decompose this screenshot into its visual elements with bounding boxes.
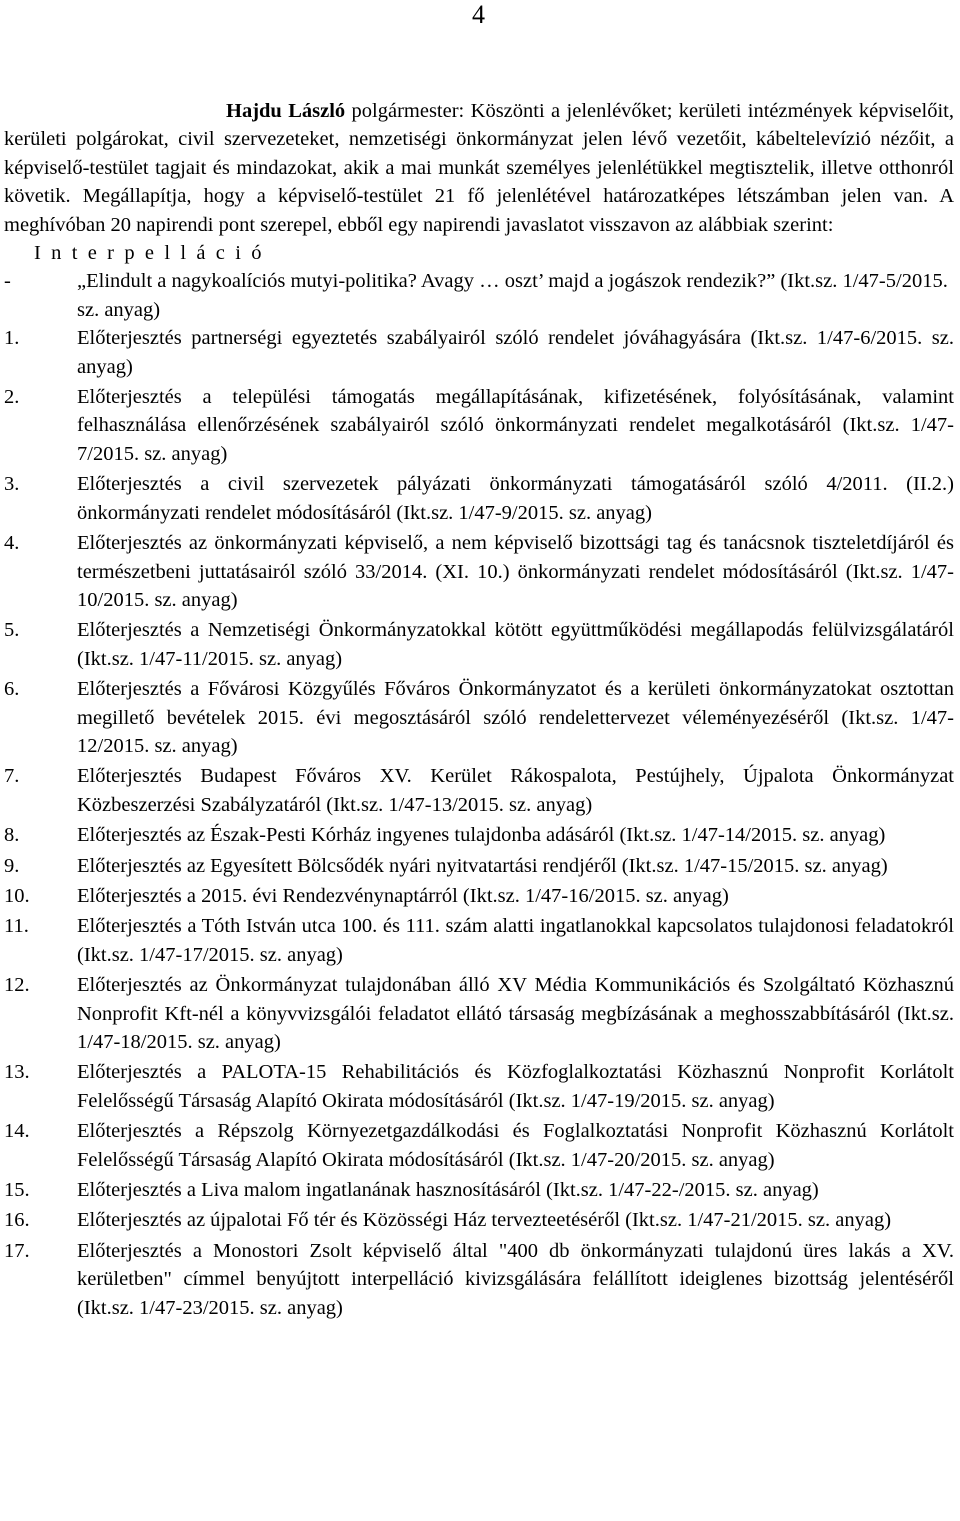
agenda-item-number: 6.	[4, 678, 20, 701]
agenda-item-number: 12.	[4, 974, 30, 997]
page-number: 4	[472, 0, 485, 29]
agenda-item-number: 10.	[4, 884, 30, 907]
agenda-item-number: 11.	[4, 915, 29, 938]
agenda-item-text: Előterjesztés a Liva malom ingatlanának hasznosításáról (Ikt.sz. 1/47-22-/2015. sz. anyag)	[77, 1179, 819, 1202]
agenda-item-text: Előterjesztés az Egyesített Bölcsődék nyári nyitvatartási rendjéről (Ikt.sz. 1/47-15/2015. sz. anyag)	[77, 854, 888, 877]
agenda-item	[4, 882, 954, 910]
agenda-item-number: 4.	[4, 532, 20, 555]
agenda-item-text: Előterjesztés a Tóth István utca 100. és 111. szám alatti ingatlanokkal kapcsolatos tulajdonosi feladatokról (Ikt.sz. 1/47-17/2015. sz. anyag)	[77, 915, 954, 966]
agenda-item-number: 14.	[4, 1120, 30, 1143]
agenda-item	[4, 971, 954, 1056]
agenda-item-text: Előterjesztés az önkormányzati képviselő, a nem képviselő bizottsági tag és tanácsnok tiszteletdíjáról és természetbeni juttatásairól szóló 33/2014. (XI. 10.) önkormányzati rendelet módosításáról (Ikt.sz. 1/47-10/2015. sz. anyag)	[77, 532, 954, 611]
agenda-item-text: Előterjesztés a települési támogatás megállapításának, kifizetésének, folyósításának, valamint felhasználása ellenőrzésének szabályairól szóló önkormányzati rendelet megalkotásáról (Ikt.sz. 1/47-7/2015. sz. anyag)	[77, 386, 954, 465]
speaker-role: polgármester:	[345, 100, 465, 122]
agenda-item	[4, 616, 954, 673]
agenda-item	[4, 470, 954, 527]
agenda-list	[4, 324, 954, 1322]
agenda-item	[4, 1206, 954, 1234]
dash-marker: -	[4, 270, 11, 293]
agenda-item-text: Előterjesztés az újpalotai Fő tér és Közösségi Ház tervezteetéséről (Ikt.sz. 1/47-21/2015. sz. anyag)	[77, 1209, 892, 1232]
agenda-item-number: 8.	[4, 824, 20, 847]
agenda-item-text: Előterjesztés a Répszolg Környezetgazdálkodási és Foglalkoztatási Nonprofit Közhasznú Korlátolt Felelősségű Társaság Alapító Okirata módosításáról (Ikt.sz. 1/47-20/2015. sz. anyag)	[77, 1120, 954, 1171]
interpellacio-heading: I n t e r p e l l á c i ó	[34, 242, 265, 265]
agenda-item	[4, 1058, 954, 1115]
agenda-item-text: Előterjesztés partnerségi egyeztetés szabályairól szóló rendelet jóváhagyására (Ikt.sz. 1/47-6/2015. sz. anyag)	[77, 327, 954, 378]
agenda-item	[4, 821, 954, 849]
agenda-item-text: Előterjesztés a Fővárosi Közgyűlés Főváros Önkormányzatot és a kerületi önkormányzatokat osztottan megillető bevételek 2015. évi megosztásáról szóló rendelettervezet véleményezéséről (Ikt.sz. 1/47-12/2015. sz. anyag)	[77, 678, 954, 757]
agenda-item-text: Előterjesztés a civil szervezetek pályázati önkormányzati támogatásáról szóló 4/2011. (II.2.) önkormányzati rendelet módosításáról (Ikt.sz. 1/47-9/2015. sz. anyag)	[77, 473, 954, 524]
agenda-item-number: 13.	[4, 1061, 30, 1084]
agenda-item-number: 17.	[4, 1239, 30, 1262]
agenda-item-number: 2.	[4, 386, 20, 409]
agenda-item-text: Előterjesztés a Nemzetiségi Önkormányzatokkal kötött együttműködési megállapodás felülvizsgálatáról (Ikt.sz. 1/47-11/2015. sz. anyag)	[77, 619, 954, 670]
agenda-item	[4, 1117, 954, 1174]
agenda-item-text: Előterjesztés az Észak-Pesti Kórház ingyenes tulajdonba adásáról (Ikt.sz. 1/47-14/2015. sz. anyag)	[77, 824, 886, 847]
agenda-item	[4, 324, 954, 381]
agenda-item-number: 9.	[4, 854, 20, 877]
intro-paragraph	[4, 97, 954, 239]
agenda-item-text: Előterjesztés Budapest Főváros XV. Kerület Rákospalota, Pestújhely, Újpalota Önkormányzat Közbeszerzési Szabályzatáról (Ikt.sz. 1/47-13/2015. sz. anyag)	[77, 765, 954, 816]
speaker-name: Hajdu László	[226, 100, 346, 122]
agenda-item-number: 16.	[4, 1209, 30, 1232]
agenda-item	[4, 675, 954, 760]
agenda-item	[4, 1237, 954, 1322]
agenda-item-number: 15.	[4, 1179, 30, 1202]
document-body	[4, 97, 954, 1324]
intro-text: Köszönti a jelenlévőket; kerületi intézmények képviselőit, kerületi polgárokat, civil szervezeteket, nemzetiségi önkormányzat jelen lévő vezetőit, kábeltelevízió nézőit, a képviselő-testület tagjait és mindazokat, akik a mai munkát személyes jelenlétükkel megtisztelik, illetve otthonról követik. Megállapítja, hogy a képviselő-testület 21 fő jelenlétével határozatképes létszámban jelen van. A meghívóban 20 napirendi pont szerepel, ebből egy napirendi javaslatot visszavon az alábbiak szerint:	[4, 100, 954, 236]
agenda-item-text: Előterjesztés a PALOTA-15 Rehabilitációs és Közfoglalkoztatási Közhasznú Nonprofit Korlátolt Felelősségű Társaság Alapító Okirata módosításáról (Ikt.sz. 1/47-19/2015. sz. anyag)	[77, 1061, 954, 1112]
agenda-item-number: 5.	[4, 619, 20, 642]
agenda-item-number: 1.	[4, 327, 20, 350]
agenda-item	[4, 762, 954, 819]
interpellacio-text: „Elindult a nagykoalíciós mutyi-politika? Avagy … oszt’ majd a jogászok rendezik?” (Ikt.sz. 1/47-5/2015. sz. anyag)	[77, 270, 948, 321]
agenda-item	[4, 1176, 954, 1204]
agenda-item	[4, 383, 954, 468]
agenda-item	[4, 852, 954, 880]
agenda-item-number: 3.	[4, 473, 20, 496]
agenda-item	[4, 529, 954, 614]
agenda-item	[4, 912, 954, 969]
agenda-item-text: Előterjesztés a Monostori Zsolt képviselő által "400 db önkormányzati tulajdonú üres lakás a XV. kerületben" címmel benyújtott interpelláció kivizsgálására felállított ideiglenes bizottság jelentéséről (Ikt.sz. 1/47-23/2015. sz. anyag)	[77, 1239, 954, 1319]
interpellacio-item	[4, 267, 954, 324]
agenda-item-text: Előterjesztés az Önkormányzat tulajdonában álló XV Média Kommunikációs és Szolgáltató Közhasznú Nonprofit Kft-nél a könyvvizsgálói feladatot ellátó társaság megbízásának a meghosszabbításáról (Ikt.sz. 1/47-18/2015. sz. anyag)	[77, 974, 954, 1053]
agenda-item-number: 7.	[4, 765, 20, 788]
agenda-item-text: Előterjesztés a 2015. évi Rendezvénynaptárról (Ikt.sz. 1/47-16/2015. sz. anyag)	[77, 884, 729, 907]
